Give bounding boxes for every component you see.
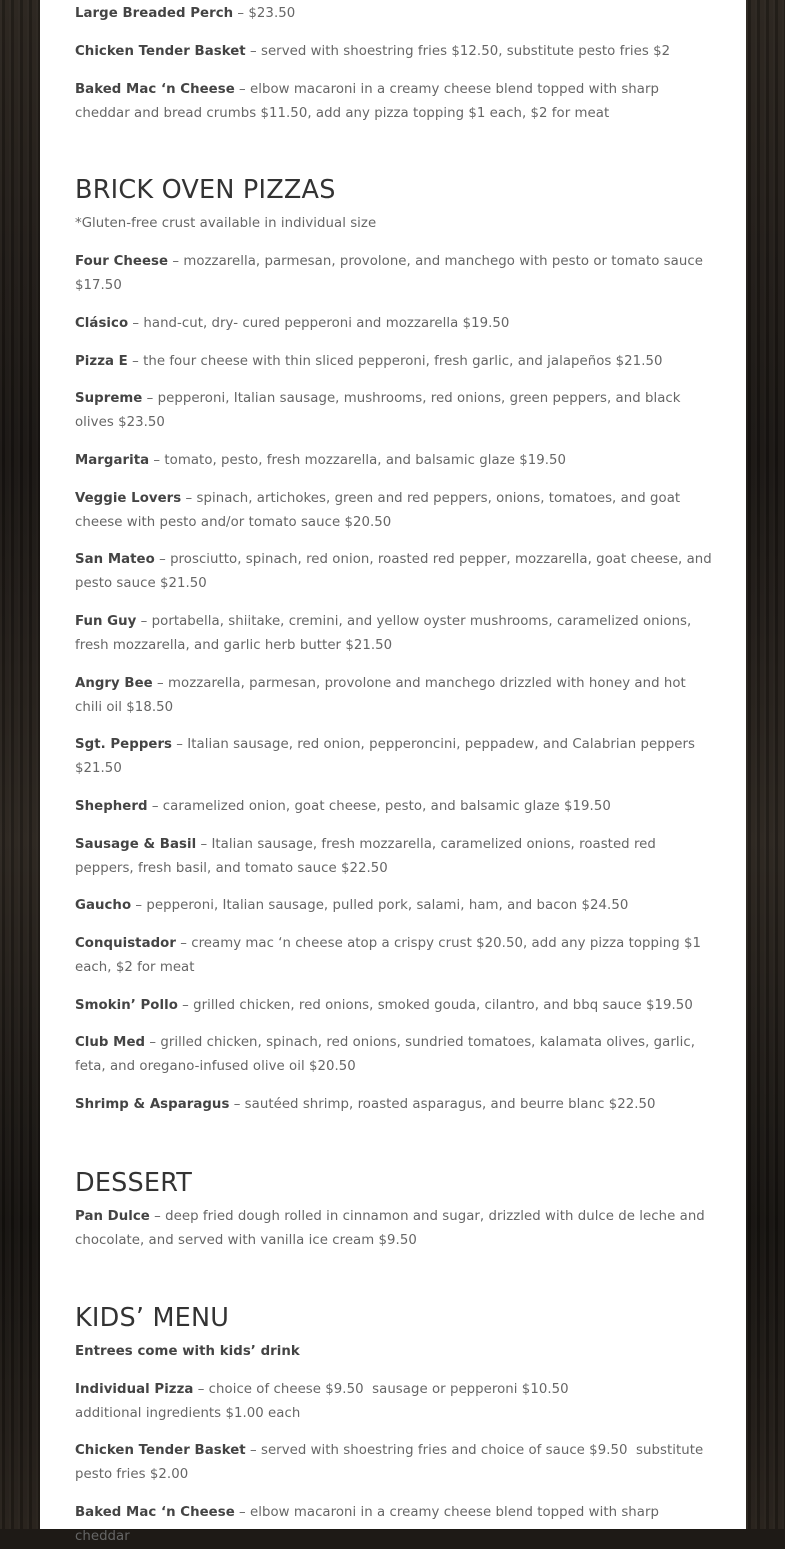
menu-item-name: Chicken Tender Basket: [75, 1443, 246, 1458]
menu-item: [75, 487, 715, 535]
menu-item-description: – hand-cut, dry- cured pepperoni and mozzarella $19.50: [128, 316, 510, 331]
menu-item-description: – served with shoestring fries and choice of sauce $9.50 substitute pesto fries $2.00: [75, 1443, 708, 1482]
menu-item: [75, 1501, 715, 1549]
menu-item-description: – pepperoni, Italian sausage, pulled pork, salami, ham, and bacon $24.50: [131, 898, 629, 913]
menu-item-name: Baked Mac ‘n Cheese: [75, 82, 235, 97]
menu-item-name: Pan Dulce: [75, 1209, 150, 1224]
menu-item-name: Margarita: [75, 453, 150, 468]
menu-item-name: Supreme: [75, 391, 143, 406]
menu-item: [75, 795, 715, 819]
menu-item-name: Conquistador: [75, 936, 176, 951]
wood-background-left: [0, 0, 40, 1529]
menu-item: [75, 350, 715, 374]
section-title-dessert: DESSERT: [75, 1168, 193, 1198]
menu-item-name: Veggie Lovers: [75, 491, 182, 506]
menu-item-description: – spinach, artichokes, green and red peppers, onions, tomatoes, and goat cheese with pesto and/or tomato sauce $20.50: [75, 491, 681, 530]
menu-item: [75, 548, 715, 596]
menu-item-name: Sgt. Peppers: [75, 737, 173, 752]
wood-background-right: [746, 0, 785, 1529]
menu-item: [75, 78, 715, 126]
menu-item-name: Four Cheese: [75, 254, 169, 269]
menu-item-description: – the four cheese with thin sliced pepperoni, fresh garlic, and jalapeños $21.50: [127, 354, 663, 369]
section-note-gluten-free: *Gluten-free crust available in individual size: [75, 216, 377, 231]
menu-item-description: – $23.50: [233, 6, 296, 21]
menu-item: [75, 833, 715, 881]
menu-item-description: – portabella, shiitake, cremini, and yellow oyster mushrooms, caramelized onions, fresh mozzarella, and garlic herb butter $21.50: [75, 614, 692, 653]
menu-item: [75, 2, 715, 26]
menu-item-description: – tomato, pesto, fresh mozzarella, and balsamic glaze $19.50: [149, 453, 567, 468]
menu-item-name: Sausage & Basil: [75, 837, 197, 852]
menu-item-description: – elbow macaroni in a creamy cheese blend topped with sharp cheddar: [75, 1505, 659, 1544]
menu-item-description: – elbow macaroni in a creamy cheese blend topped with sharp cheddar and bread crumbs $11.50, add any pizza topping $1 each, $2 for meat: [75, 82, 659, 121]
menu-item-name: Chicken Tender Basket: [75, 44, 246, 59]
menu-item-name: San Mateo: [75, 552, 155, 567]
menu-item-name: Smokin’ Pollo: [75, 998, 178, 1013]
menu-item-name: Pizza E: [75, 354, 128, 369]
menu-item-name: Baked Mac ‘n Cheese: [75, 1505, 235, 1520]
menu-item-description: – choice of cheese $9.50 sausage or pepperoni $10.50: [193, 1382, 569, 1397]
menu-item-name: Large Breaded Perch: [75, 6, 234, 21]
menu-item-description: – mozzarella, parmesan, provolone, and manchego with pesto or tomato sauce $17.50: [75, 254, 703, 293]
menu-page: [40, 0, 746, 1544]
menu-item: [75, 387, 715, 435]
menu-item: [75, 1378, 715, 1426]
menu-item-description: – deep fried dough rolled in cinnamon and sugar, drizzled with dulce de leche and chocolate, and served with vanilla ice cream $9.50: [75, 1209, 705, 1248]
menu-item-name: Individual Pizza: [75, 1382, 194, 1397]
menu-item: [75, 932, 715, 980]
menu-item: [75, 1093, 715, 1117]
menu-item: [75, 449, 715, 473]
menu-item: [75, 994, 715, 1018]
menu-item-description: – served with shoestring fries $12.50, substitute pesto fries $2: [245, 44, 671, 59]
menu-item: [75, 40, 715, 64]
menu-item-description: – grilled chicken, red onions, smoked gouda, cilantro, and bbq sauce $19.50: [177, 998, 693, 1013]
menu-item-extra: additional ingredients $1.00 each: [75, 1406, 301, 1421]
menu-item: [75, 894, 715, 918]
menu-item: [75, 312, 715, 336]
menu-item: [75, 672, 715, 720]
menu-item-name: Club Med: [75, 1035, 146, 1050]
menu-item: [75, 733, 715, 781]
menu-item-name: Shrimp & Asparagus: [75, 1097, 230, 1112]
menu-item: [75, 1031, 715, 1079]
menu-item-name: Clásico: [75, 316, 129, 331]
section-note-kids-drink: [75, 1340, 715, 1364]
menu-item-description: – creamy mac ‘n cheese atop a crispy crust $20.50, add any pizza topping $1 each, $2 for meat: [75, 936, 702, 975]
menu-item-description: – prosciutto, spinach, red onion, roasted red pepper, mozzarella, goat cheese, and pesto sauce $21.50: [75, 552, 712, 591]
menu-item-name: Gaucho: [75, 898, 132, 913]
menu-item-description: – caramelized onion, goat cheese, pesto, and balsamic glaze $19.50: [147, 799, 611, 814]
menu-item-name: Fun Guy: [75, 614, 137, 629]
menu-item-description: – Italian sausage, fresh mozzarella, caramelized onions, roasted red peppers, fresh basil, and tomato sauce $22.50: [75, 837, 656, 876]
menu-item-description: – Italian sausage, red onion, pepperoncini, peppadew, and Calabrian peppers $21.50: [75, 737, 695, 776]
menu-item: [75, 250, 715, 298]
menu-item-name: Angry Bee: [75, 676, 153, 691]
menu-item-description: – mozzarella, parmesan, provolone and manchego drizzled with honey and hot chili oil $18.50: [75, 676, 686, 715]
section-title-pizzas: BRICK OVEN PIZZAS: [75, 175, 336, 205]
menu-item-name: Shepherd: [75, 799, 148, 814]
menu-item-description: – grilled chicken, spinach, red onions, sundried tomatoes, kalamata olives, garlic, feta, and oregano-infused olive oil $20.50: [75, 1035, 696, 1074]
menu-item-description: – pepperoni, Italian sausage, mushrooms, red onions, green peppers, and black olives $23.50: [75, 391, 681, 430]
menu-item-description: – sautéed shrimp, roasted asparagus, and beurre blanc $22.50: [229, 1097, 656, 1112]
menu-item: [75, 610, 715, 658]
menu-item: [75, 1205, 715, 1253]
kids-drink-note: Entrees come with kids’ drink: [75, 1344, 300, 1359]
section-title-kids-menu: KIDS’ MENU: [75, 1303, 230, 1333]
menu-item: [75, 1439, 715, 1487]
